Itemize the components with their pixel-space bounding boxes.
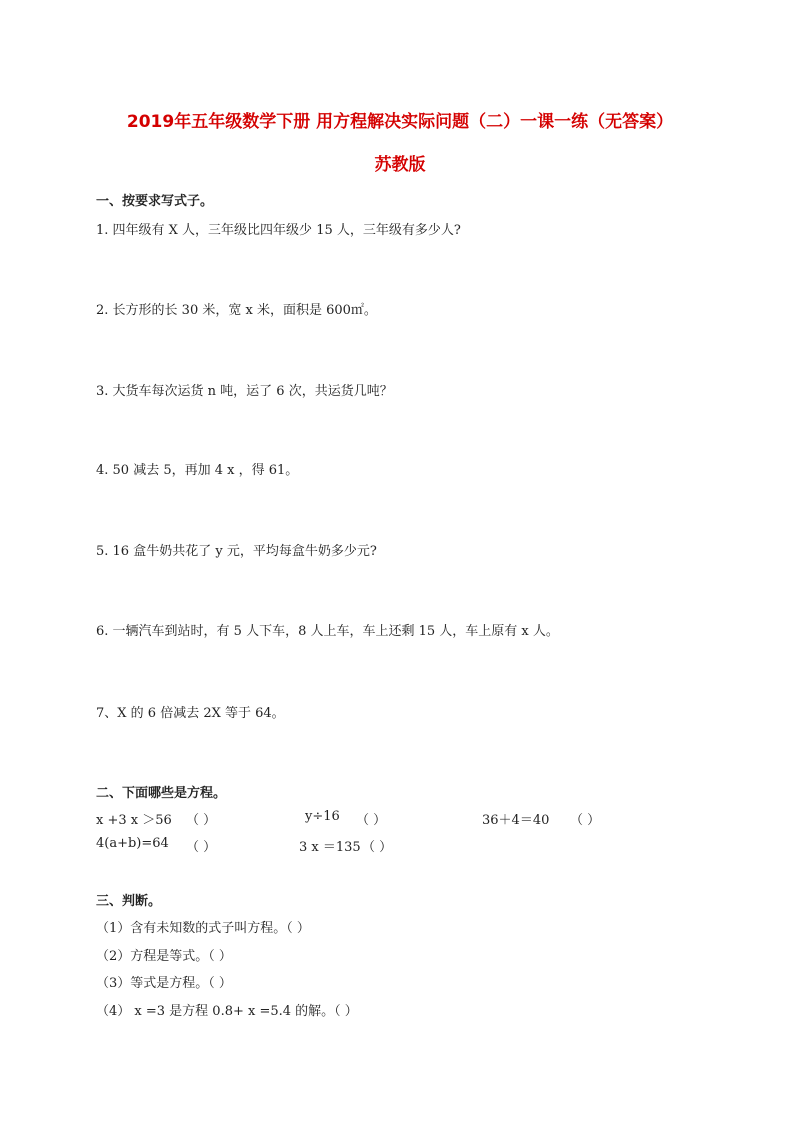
judgment-item: （2）方程是等式。（ ）	[96, 949, 232, 964]
document-title-line1: 2019年五年级数学下册 用方程解决实际问题（二）一课一练（无答案）	[126, 112, 674, 132]
question-item: 1. 四年级有 X 人，三年级比四年级少 15 人，三年级有多少人?	[96, 223, 461, 238]
document-title-line2: 苏教版	[374, 155, 426, 175]
question-item: 3. 大货车每次运货 n 吨，运了 6 次，共运货几吨？	[96, 384, 393, 399]
question-item: 2. 长方形的长 30 米，宽 x 米，面积是 600㎡。	[96, 303, 377, 318]
answer-blank: （ ）	[362, 840, 393, 855]
question-item: 5. 16 盒牛奶共花了 y 元，平均每盒牛奶多少元?	[96, 544, 377, 559]
expression: y÷16	[305, 809, 340, 824]
answer-blank: （ ）	[186, 813, 217, 828]
expression: 36＋4＝40	[482, 813, 550, 828]
judgment-item: （4） x =3 是方程 0.8+ x =5.4 的解。（ ）	[96, 1004, 358, 1019]
answer-blank: （ ）	[356, 813, 387, 828]
question-item: 7、X 的 6 倍减去 2X 等于 64。	[96, 706, 285, 721]
section2-heading: 二、下面哪些是方程。	[96, 786, 227, 801]
question-item: 6. 一辆汽车到站时，有 5 人下车，8 人上车，车上还剩 15 人，车上原有 x 人。	[96, 624, 559, 639]
judgment-item: （3）等式是方程。（ ）	[96, 976, 232, 991]
question-item: 4. 50 减去 5，再加 4 x ，得 61。	[96, 463, 299, 478]
expression: 4(a+b)=64	[96, 836, 169, 851]
judgment-item: （1）含有未知数的式子叫方程。（ ）	[96, 921, 310, 936]
expression: 3 x ＝135	[299, 840, 361, 855]
expression: x +3 x ＞56	[96, 813, 172, 828]
answer-blank: （ ）	[186, 840, 217, 855]
section1-heading: 一、按要求写式子。	[96, 194, 214, 209]
section3-heading: 三、判断。	[96, 894, 162, 909]
answer-blank: （ ）	[570, 813, 601, 828]
